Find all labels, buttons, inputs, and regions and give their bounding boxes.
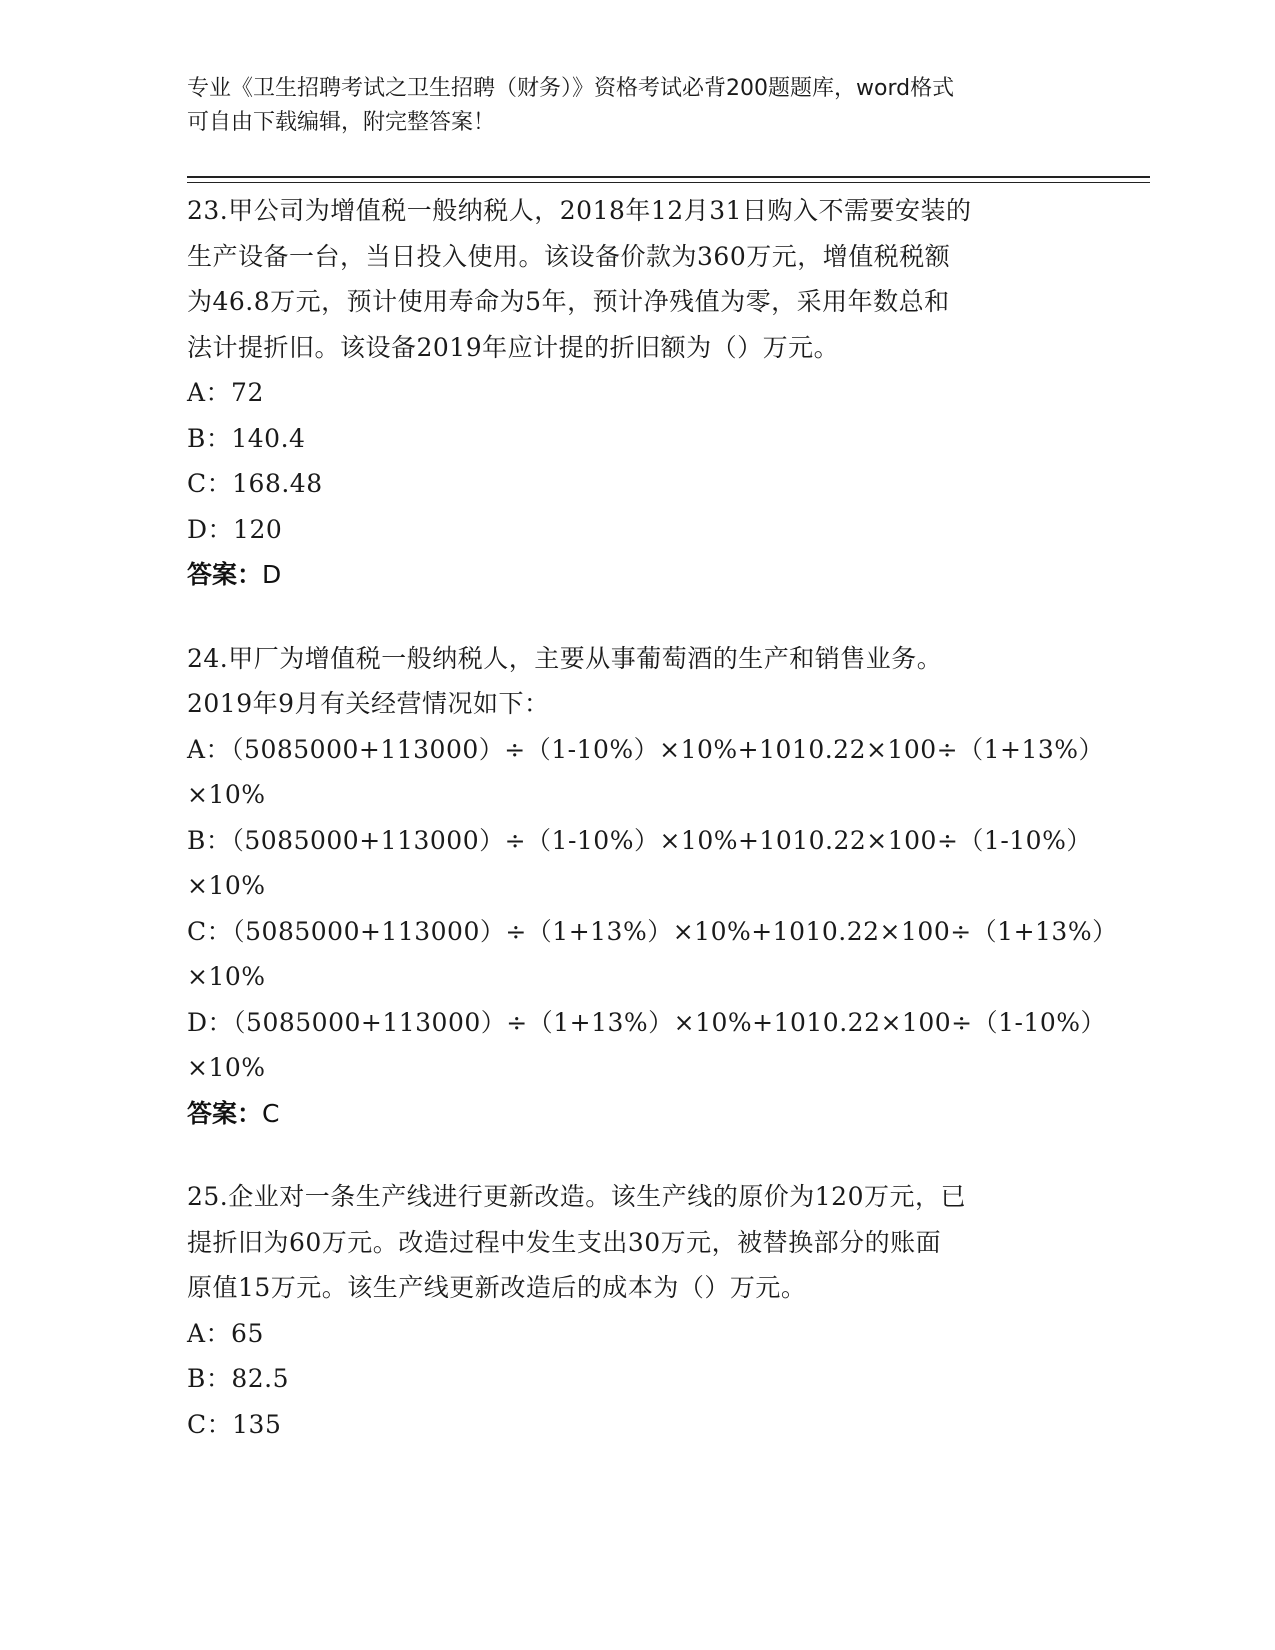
- question-25: [187, 1174, 1087, 1447]
- answer-label: 答案：: [187, 560, 263, 589]
- answer-label: 答案：: [187, 1098, 263, 1128]
- option-d-continued: ×10%: [187, 1053, 266, 1082]
- option-a: A：（5085000+113000）÷（1-10%）×10%+1010.22×100÷（1+13%）: [187, 734, 1105, 764]
- question-list: [187, 188, 1118, 1485]
- option-b-continued: ×10%: [187, 871, 266, 900]
- option-d: D：（5085000+113000）÷（1+13%）×10%+1010.22×100÷（1-10%）: [187, 1007, 1107, 1037]
- option-c: C：168.48: [187, 469, 323, 498]
- option-d: D：120: [187, 514, 283, 544]
- question-stem-line: 25.企业对一条生产线进行更新改造。该生产线的原价为120万元，已: [187, 1182, 966, 1211]
- header-line: 可自由下载编辑，附完整答案！: [187, 110, 496, 135]
- question-stem-line: 2019年9月有关经营情况如下：: [187, 689, 550, 718]
- option-c: C：（5085000+113000）÷（1+13%）×10%+1010.22×100÷（1+13%）: [187, 916, 1118, 946]
- header-divider: [187, 176, 1150, 178]
- option-c: C：135: [187, 1409, 282, 1439]
- question-stem-line: 为46.8万元，预计使用寿命为5年，预计净残值为零，采用年数总和: [187, 287, 950, 316]
- answer: [187, 1091, 1087, 1137]
- answer: [187, 552, 1087, 598]
- option-b: B：（5085000+113000）÷（1-10%）×10%+1010.22×100÷（1-10%）: [187, 825, 1092, 855]
- page-header: [187, 72, 1087, 140]
- question-stem-line: 提折旧为60万元。改造过程中发生支出30万元，被替换部分的账面: [187, 1227, 942, 1257]
- question-stem-line: 23.甲公司为增值税一般纳税人，2018年12月31日购入不需要安装的: [187, 196, 972, 225]
- question-stem-line: 生产设备一台，当日投入使用。该设备价款为360万元，增值税税额: [187, 241, 951, 271]
- option-b: B：140.4: [187, 423, 306, 453]
- question-stem-line: 原值15万元。该生产线更新改造后的成本为（）万元。: [187, 1273, 807, 1302]
- option-a: A：72: [187, 378, 264, 407]
- option-a: A：65: [187, 1318, 264, 1348]
- answer-value: C: [262, 1098, 280, 1128]
- question-23: [187, 188, 1087, 598]
- answer-value: D: [262, 560, 282, 589]
- option-c-continued: ×10%: [187, 962, 266, 991]
- header-line: 专业《卫生招聘考试之卫生招聘（财务）》资格考试必背200题题库，word格式: [187, 76, 955, 101]
- question-stem-line: 24.甲厂为增值税一般纳税人，主要从事葡萄酒的生产和销售业务。: [187, 643, 943, 673]
- option-b: B：82.5: [187, 1364, 290, 1393]
- header-divider-thin: [187, 182, 1150, 183]
- option-a-continued: ×10%: [187, 780, 266, 809]
- question-24: [187, 636, 1118, 1137]
- question-stem-line: 法计提折旧。该设备2019年应计提的折旧额为（）万元。: [187, 332, 840, 362]
